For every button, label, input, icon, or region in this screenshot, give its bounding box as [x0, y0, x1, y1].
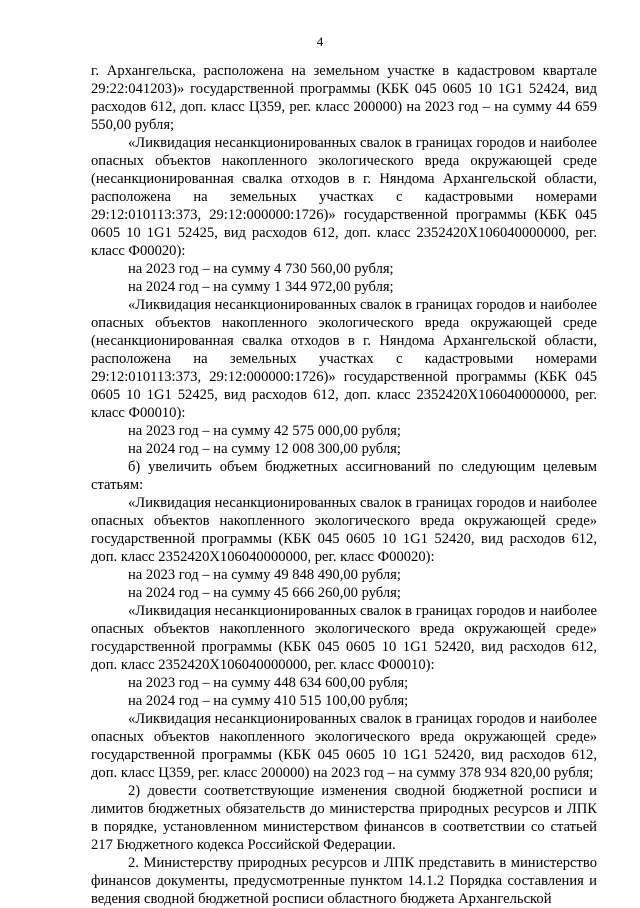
paragraph: «Ликвидация несанкционированных свалок в границах городов и наиболее опасных объектов накопленного экологического вреда окружающей среде» государственной программы (КБК 045 0605 10 1G1 52420, вид расходов 612, доп. класс 2352420Х106040000000, рег. класс Ф00020):	[91, 495, 597, 565]
paragraph: 2. Министерству природных ресурсов и ЛПК представить в министерство финансов документы, предусмотренные пунктом 14.1.2 Порядка составления и ведения сводной бюджетной росписи областного бюджета Архангельской	[91, 855, 597, 907]
paragraph: «Ликвидация несанкционированных свалок в границах городов и наиболее опасных объектов накопленного экологического вреда окружающей среде (несанкционированная свалка отходов в г. Няндома Архангельской области, расположена на земельных участках с кадастровыми номерами 29:12:010113:373, 29:12:000000:1726)» государственной программы (КБК 045 0605 10 1G1 52425, вид расходов 612, доп. класс 2352420Х106040000000, рег. класс Ф00010):	[91, 297, 597, 421]
paragraph: «Ликвидация несанкционированных свалок в границах городов и наиболее опасных объектов накопленного экологического вреда окружающей среде» государственной программы (КБК 045 0605 10 1G1 52420, вид расходов 612, доп. класс 2352420Х106040000000, рег. класс Ф00010):	[91, 603, 597, 673]
paragraph: б) увеличить объем бюджетных ассигнований по следующим целевым статьям:	[91, 459, 597, 493]
paragraph: на 2023 год – на сумму 448 634 600,00 рубля;	[128, 675, 409, 691]
paragraph: на 2024 год – на сумму 12 008 300,00 рубля;	[128, 441, 401, 457]
paragraph: на 2024 год – на сумму 410 515 100,00 рубля;	[128, 693, 409, 709]
paragraph: г. Архангельска, расположена на земельном участке в кадастровом квартале 29:22:041203)» государственной программы (КБК 045 0605 10 1G1 52424, вид расходов 612, доп. класс Ц359, рег. класс 200000) на 2023 год – на сумму 44 659 550,00 рубля;	[91, 63, 597, 133]
paragraph: на 2024 год – на сумму 1 344 972,00 рубля;	[128, 279, 394, 295]
paragraph: на 2023 год – на сумму 42 575 000,00 рубля;	[128, 423, 401, 439]
page-number: 4	[316, 34, 324, 49]
document-body	[91, 62, 597, 908]
paragraph: 2) довести соответствующие изменения сводной бюджетной росписи и лимитов бюджетных обязательств до министерства природных ресурсов и ЛПК в порядке, установленном министерством финансов в соответствии со статьей 217 Бюджетного кодекса Российской Федерации.	[91, 783, 597, 853]
paragraph: «Ликвидация несанкционированных свалок в границах городов и наиболее опасных объектов накопленного экологического вреда окружающей среде (несанкционированная свалка отходов в г. Няндома Архангельской области, расположена на земельных участках с кадастровыми номерами 29:12:010113:373, 29:12:000000:1726)» государственной программы (КБК 045 0605 10 1G1 52425, вид расходов 612, доп. класс 2352420Х106040000000, рег. класс Ф00020):	[91, 135, 597, 259]
paragraph: на 2023 год – на сумму 4 730 560,00 рубля;	[128, 261, 394, 277]
paragraph: на 2024 год – на сумму 45 666 260,00 рубля;	[128, 585, 401, 601]
paragraph: на 2023 год – на сумму 49 848 490,00 рубля;	[128, 567, 401, 583]
paragraph: «Ликвидация несанкционированных свалок в границах городов и наиболее опасных объектов накопленного экологического вреда окружающей среде» государственной программы (КБК 045 0605 10 1G1 52420, вид расходов 612, доп. класс Ц359, рег. класс 200000) на 2023 год – на сумму 378 934 820,00 рубля;	[91, 711, 597, 781]
